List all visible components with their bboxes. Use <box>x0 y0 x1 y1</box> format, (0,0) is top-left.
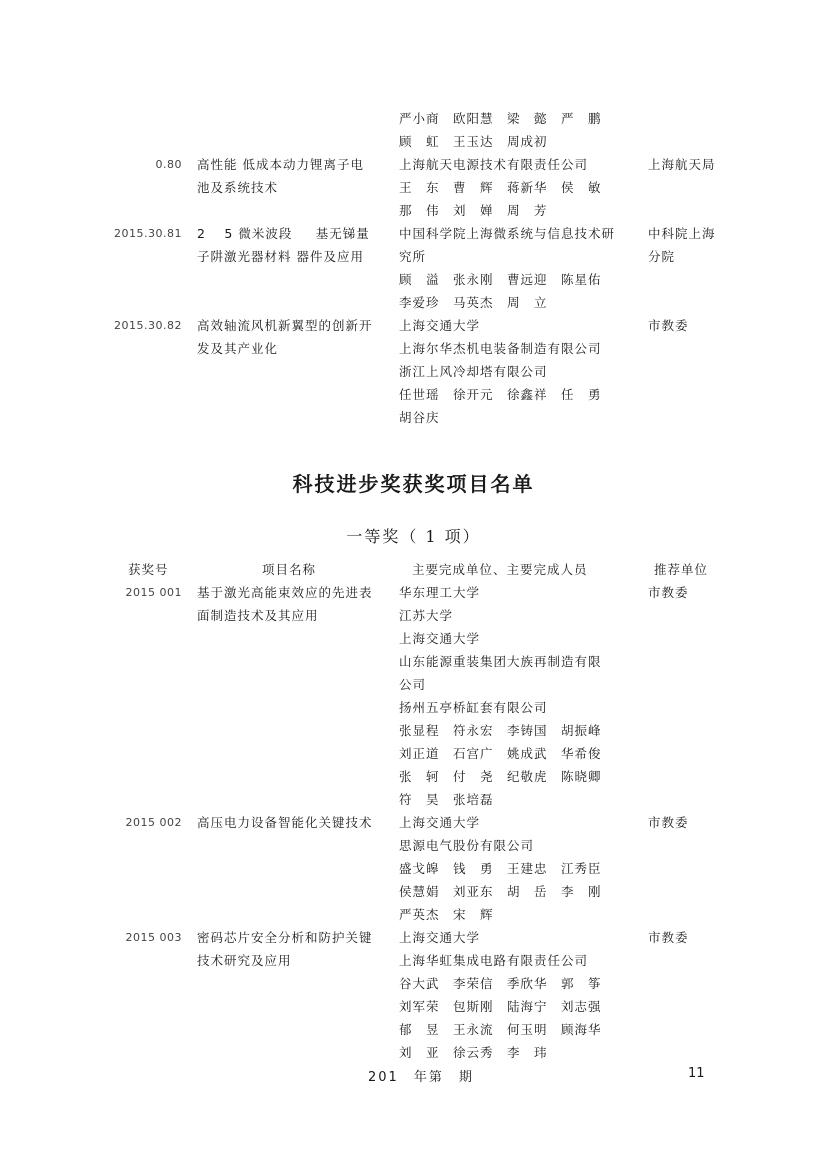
project-name-line: 发及其产业化 <box>197 341 279 356</box>
units-line: 上海尔华杰机电装备制造有限公司 <box>399 341 602 356</box>
units-and-people <box>399 222 639 314</box>
project-name-line: 高压电力设备智能化关键技术 <box>197 815 373 830</box>
units-and-people <box>399 926 639 1064</box>
project-name <box>197 314 387 360</box>
project-name-line: 高效轴流风机新翼型的创新开 <box>197 318 373 333</box>
units-line: 张 轲 付 尧 纪敬虎 陈晓卿 <box>399 769 602 784</box>
project-name <box>197 153 387 199</box>
units-and-people <box>399 153 639 222</box>
units-line: 上海交通大学 <box>399 815 481 830</box>
units-line: 盛戈皞 钱 勇 王建忠 江秀臣 <box>399 861 602 876</box>
project-name-line: 高性能 低成本动力锂离子电 <box>197 157 364 172</box>
project-name-line: 密码芯片安全分析和防护关键 <box>197 930 373 945</box>
units-line: 中国科学院上海微系统与信息技术研 <box>399 226 616 241</box>
units-line: 华东理工大学 <box>399 585 481 600</box>
units-line: 公司 <box>399 677 427 692</box>
recommender-line: 上海航天局 <box>648 157 716 172</box>
header-award-number: 获奖号 <box>128 562 169 577</box>
units-line: 刘 亚 徐云秀 李 玮 <box>399 1045 548 1060</box>
award-number: 2015.30.81 <box>114 227 182 240</box>
page-number: 11 <box>688 1066 705 1081</box>
units-and-people <box>399 581 639 811</box>
header-units-people: 主要完成单位、主要完成人员 <box>412 562 588 577</box>
units-line: 严英杰 宋 辉 <box>399 907 494 922</box>
units-line: 王 东 曹 辉 蒋新华 侯 敏 <box>399 180 602 195</box>
recommender-line: 分院 <box>648 249 676 264</box>
project-name-line: 池及系统技术 <box>197 180 279 195</box>
award-number: 2015.30.82 <box>114 319 182 332</box>
units-line: 严小商 欧阳慧 梁 懿 严 鹏 <box>399 111 602 126</box>
units-line: 刘军荣 包斯刚 陆海宁 刘志强 <box>399 999 602 1014</box>
units-and-people <box>399 314 639 429</box>
units-line: 胡谷庆 <box>399 410 440 425</box>
recommender-line: 市教委 <box>648 585 689 600</box>
units-line: 上海交通大学 <box>399 318 481 333</box>
award-number: 2015 003 <box>125 931 182 944</box>
award-number: 2015 001 <box>125 586 182 599</box>
section-title: 科技进步奖获奖项目名单 <box>292 472 535 496</box>
issue-label: 201 年第 期 <box>368 1070 474 1085</box>
recommender <box>648 314 728 337</box>
units-line: 李爱珍 马英杰 周 立 <box>399 295 548 310</box>
award-level-title: 一等奖（ 1 项） <box>346 527 481 546</box>
units-line: 谷大武 李荣信 季欣华 郭 筝 <box>399 976 602 991</box>
award-number: 0.80 <box>155 158 182 171</box>
award-number: 2015 002 <box>125 816 182 829</box>
units-line: 郁 昱 王永流 何玉明 顾海华 <box>399 1022 602 1037</box>
recommender <box>648 153 728 176</box>
recommender <box>648 811 728 834</box>
units-line: 顾 虹 王玉达 周成初 <box>399 134 548 149</box>
header-project-name: 项目名称 <box>262 562 317 577</box>
units-line: 浙江上风冷却塔有限公司 <box>399 364 548 379</box>
units-line: 上海华虹集成电路有限责任公司 <box>399 953 589 968</box>
project-name <box>197 811 387 834</box>
project-name <box>197 222 387 268</box>
units-line: 任世瑶 徐开元 徐鑫祥 任 勇 <box>399 387 602 402</box>
header-recommender: 推荐单位 <box>654 562 709 577</box>
units-line: 侯慧娟 刘亚东 胡 岳 李 刚 <box>399 884 602 899</box>
recommender-line: 市教委 <box>648 930 689 945</box>
project-name-line: 技术研究及应用 <box>197 953 292 968</box>
units-and-people <box>399 811 639 926</box>
units-line: 顾 溢 张永刚 曹远迎 陈星佑 <box>399 272 602 287</box>
recommender <box>648 222 728 268</box>
units-line: 张显程 符永宏 李铸国 胡振峰 <box>399 723 602 738</box>
project-name-line: 面制造技术及其应用 <box>197 608 319 623</box>
project-name <box>197 926 387 972</box>
project-name <box>197 581 387 627</box>
units-line: 扬州五亭桥缸套有限公司 <box>399 700 548 715</box>
project-name-line: 2 5 微米波段 基无锑量 <box>197 226 370 241</box>
recommender-line: 市教委 <box>648 318 689 333</box>
recommender-line: 市教委 <box>648 815 689 830</box>
units-line: 刘正道 石宫广 姚成武 华希俊 <box>399 746 602 761</box>
units-line: 那 伟 刘 婵 周 芳 <box>399 203 548 218</box>
units-line: 上海航天电源技术有限责任公司 <box>399 157 589 172</box>
project-name-line: 子阱激光器材料 器件及应用 <box>197 249 364 264</box>
units-line: 上海交通大学 <box>399 930 481 945</box>
units-line: 山东能源重装集团大族再制造有限 <box>399 654 602 669</box>
project-name-line: 基于激光高能束效应的先进表 <box>197 585 373 600</box>
units-line: 思源电气股份有限公司 <box>399 838 535 853</box>
recommender <box>648 581 728 604</box>
recommender <box>648 926 728 949</box>
units-line: 江苏大学 <box>399 608 454 623</box>
units-line: 上海交通大学 <box>399 631 481 646</box>
units-line: 符 昊 张培磊 <box>399 792 494 807</box>
units-line: 究所 <box>399 249 427 264</box>
recommender-line: 中科院上海 <box>648 226 716 241</box>
units-and-people <box>399 107 639 153</box>
